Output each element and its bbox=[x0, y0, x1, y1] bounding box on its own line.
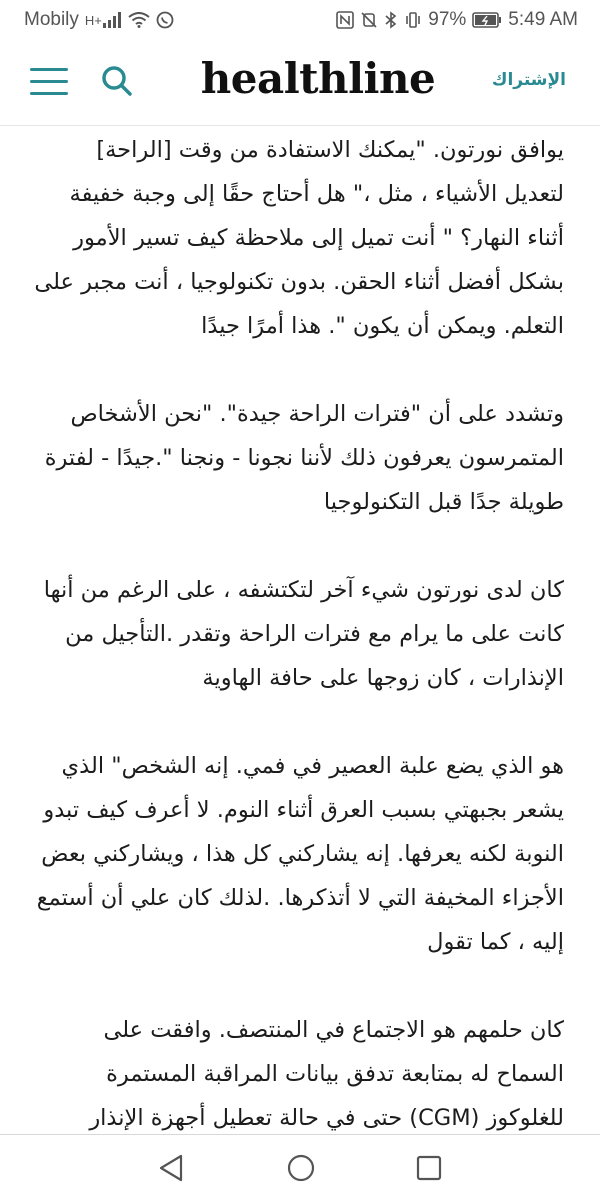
article-body bbox=[34, 126, 564, 1134]
recent-apps-icon[interactable] bbox=[416, 1155, 442, 1181]
battery-icon bbox=[472, 12, 502, 28]
network-type: H+ bbox=[84, 12, 102, 28]
hamburger-menu-icon[interactable] bbox=[30, 68, 70, 98]
nfc-icon bbox=[336, 11, 354, 29]
status-bar bbox=[0, 0, 600, 40]
home-icon[interactable] bbox=[286, 1153, 316, 1183]
article-paragraph: هو الذي يضع علبة العصير في فمي. إنه الشخص" الذي يشعر بجبهتي بسبب العرق أثناء النوم. لا أعرف كيف تبدو النوبة لكنه يعرفها. إنه يشاركني كل هذا ، ويشاركني بعض الأجزاء المخيفة التي لا أتذكرها. .لذلك كان علي أن أستمع إليه ، كما تقول bbox=[36, 753, 564, 955]
mute-icon bbox=[360, 11, 378, 29]
status-right bbox=[336, 9, 578, 31]
mobile-signal-icon bbox=[85, 12, 122, 28]
healthline-logo[interactable]: healthline bbox=[200, 54, 436, 103]
system-nav-bar bbox=[0, 1134, 600, 1200]
bluetooth-icon bbox=[384, 11, 398, 29]
subscribe-link[interactable]: الإشتراك bbox=[491, 70, 566, 90]
article-paragraph: يوافق نورتون. "يمكنك الاستفادة من وقت [الراحة] لتعديل الأشياء ، مثل ،" هل أحتاج حقًا إلى وجبة خفيفة أثناء النهار؟ " أنت تميل إلى ملاحظة كيف تسير الأمور بشكل أفضل أثناء الحقن. بدون تكنولوجيا ، أنت مجبر على التعلم. ويمكن أن يكون ". هذا أمرًا جيدًا bbox=[34, 137, 564, 339]
back-icon[interactable] bbox=[157, 1153, 185, 1183]
article-paragraph: كان لدى نورتون شيء آخر لتكتشفه ، على الرغم من أنها كانت على ما يرام مع فترات الراحة وتقدر .التأجيل من الإنذارات ، كان زوجها على حافة الهاوية bbox=[43, 577, 564, 691]
clock: 5:49 AM bbox=[508, 9, 578, 30]
search-icon[interactable] bbox=[100, 64, 134, 100]
article-paragraph: وتشدد على أن "فترات الراحة جيدة". "نحن الأشخاص المتمرسون يعرفون ذلك لأننا نجونا - ونجنا ".جيدًا - لفترة طويلة جدًا قبل التكنولوجيا bbox=[44, 401, 564, 515]
carrier-name: Mobily bbox=[24, 9, 79, 30]
wifi-icon bbox=[128, 12, 150, 28]
article-paragraph: كان حلمهم هو الاجتماع في المنتصف. وافقت على السماح له بمتابعة تدفق بيانات المراقبة المستمرة للغلوكوز (CGM) حتى في حالة تعطيل أجهزة الإنذار bbox=[89, 1017, 564, 1131]
whatsapp-icon bbox=[156, 11, 174, 29]
status-left bbox=[24, 9, 174, 31]
battery-percent: 97% bbox=[428, 9, 467, 30]
vibrate-icon bbox=[404, 11, 422, 29]
site-header bbox=[0, 40, 600, 126]
